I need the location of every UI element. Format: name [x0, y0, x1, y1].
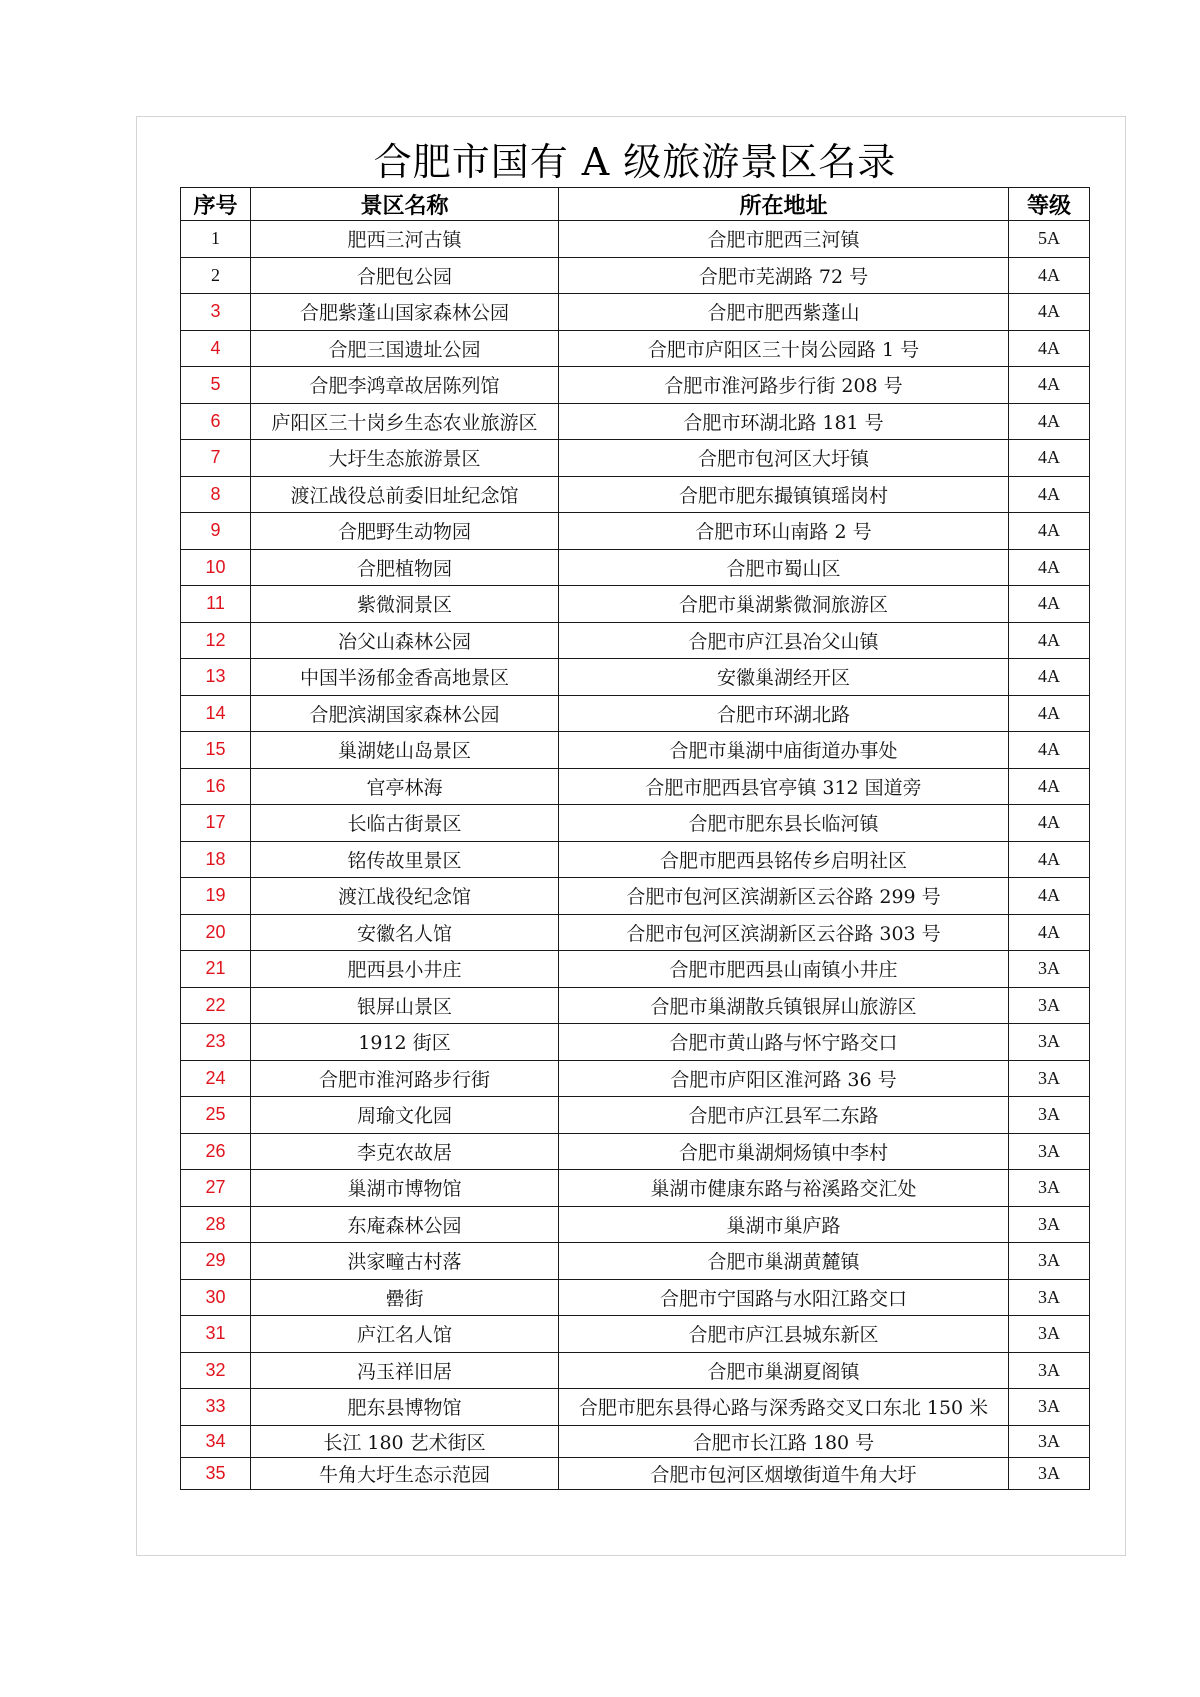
- header-address: 所在地址: [559, 188, 1009, 221]
- cell-grade: 3A: [1009, 1024, 1090, 1061]
- cell-serial-number: 19: [181, 878, 251, 915]
- table-row: [181, 586, 1090, 623]
- cell-grade: 3A: [1009, 1206, 1090, 1243]
- cell-address: 合肥市肥东撮镇镇瑶岗村: [559, 476, 1009, 513]
- table-row: [181, 1206, 1090, 1243]
- cell-address: 合肥市环山南路 2 号: [559, 513, 1009, 550]
- cell-address: 合肥市蜀山区: [559, 549, 1009, 586]
- table-row: [181, 659, 1090, 696]
- cell-address: 合肥市包河区大圩镇: [559, 440, 1009, 477]
- cell-serial-number: 17: [181, 805, 251, 842]
- cell-address: 合肥市巢湖黄麓镇: [559, 1243, 1009, 1280]
- cell-grade: 3A: [1009, 1316, 1090, 1353]
- scenic-area-table: [180, 187, 1090, 1490]
- cell-serial-number: 12: [181, 622, 251, 659]
- cell-serial-number: 3: [181, 294, 251, 331]
- table-row: [181, 878, 1090, 915]
- cell-grade: 4A: [1009, 732, 1090, 769]
- cell-grade: 4A: [1009, 622, 1090, 659]
- cell-grade: 4A: [1009, 440, 1090, 477]
- cell-serial-number: 26: [181, 1133, 251, 1170]
- cell-serial-number: 16: [181, 768, 251, 805]
- cell-serial-number: 18: [181, 841, 251, 878]
- table-row: [181, 1279, 1090, 1316]
- cell-address: 合肥市巢湖紫微洞旅游区: [559, 586, 1009, 623]
- cell-serial-number: 32: [181, 1352, 251, 1389]
- cell-grade: 3A: [1009, 1425, 1090, 1457]
- cell-scenic-name: 东庵森林公园: [251, 1206, 559, 1243]
- cell-grade: 3A: [1009, 1279, 1090, 1316]
- cell-serial-number: 31: [181, 1316, 251, 1353]
- cell-address: 合肥市包河区滨湖新区云谷路 299 号: [559, 878, 1009, 915]
- cell-scenic-name: 合肥植物园: [251, 549, 559, 586]
- cell-scenic-name: 罍街: [251, 1279, 559, 1316]
- cell-serial-number: 15: [181, 732, 251, 769]
- cell-serial-number: 33: [181, 1389, 251, 1426]
- cell-scenic-name: 合肥三国遗址公园: [251, 330, 559, 367]
- cell-grade: 4A: [1009, 257, 1090, 294]
- cell-grade: 4A: [1009, 914, 1090, 951]
- cell-address: 合肥市庐江县冶父山镇: [559, 622, 1009, 659]
- cell-serial-number: 25: [181, 1097, 251, 1134]
- cell-serial-number: 11: [181, 586, 251, 623]
- cell-grade: 4A: [1009, 549, 1090, 586]
- cell-serial-number: 22: [181, 987, 251, 1024]
- table-row: [181, 513, 1090, 550]
- cell-scenic-name: 合肥野生动物园: [251, 513, 559, 550]
- table-row: [181, 367, 1090, 404]
- cell-serial-number: 8: [181, 476, 251, 513]
- cell-grade: 4A: [1009, 294, 1090, 331]
- cell-address: 巢湖市巢庐路: [559, 1206, 1009, 1243]
- cell-address: 合肥市巢湖中庙街道办事处: [559, 732, 1009, 769]
- table-row: [181, 622, 1090, 659]
- cell-scenic-name: 合肥紫蓬山国家森林公园: [251, 294, 559, 331]
- cell-address: 巢湖市健康东路与裕溪路交汇处: [559, 1170, 1009, 1207]
- cell-serial-number: 30: [181, 1279, 251, 1316]
- cell-serial-number: 9: [181, 513, 251, 550]
- cell-scenic-name: 1912 街区: [251, 1024, 559, 1061]
- cell-grade: 3A: [1009, 1060, 1090, 1097]
- cell-scenic-name: 肥东县博物馆: [251, 1389, 559, 1426]
- cell-address: 合肥市芜湖路 72 号: [559, 257, 1009, 294]
- table-row: [181, 914, 1090, 951]
- cell-address: 合肥市环湖北路 181 号: [559, 403, 1009, 440]
- cell-address: 合肥市肥东县得心路与深秀路交叉口东北 150 米: [559, 1389, 1009, 1426]
- cell-address: 合肥市庐阳区淮河路 36 号: [559, 1060, 1009, 1097]
- cell-address: 合肥市庐阳区三十岗公园路 1 号: [559, 330, 1009, 367]
- table-row: [181, 221, 1090, 258]
- cell-serial-number: 35: [181, 1457, 251, 1489]
- cell-scenic-name: 庐阳区三十岗乡生态农业旅游区: [251, 403, 559, 440]
- cell-serial-number: 7: [181, 440, 251, 477]
- cell-scenic-name: 周瑜文化园: [251, 1097, 559, 1134]
- cell-address: 合肥市肥西三河镇: [559, 221, 1009, 258]
- cell-grade: 3A: [1009, 1352, 1090, 1389]
- cell-address: 合肥市肥西县铭传乡启明社区: [559, 841, 1009, 878]
- cell-serial-number: 24: [181, 1060, 251, 1097]
- cell-scenic-name: 中国半汤郁金香高地景区: [251, 659, 559, 696]
- cell-serial-number: 29: [181, 1243, 251, 1280]
- cell-grade: 3A: [1009, 1389, 1090, 1426]
- cell-scenic-name: 银屏山景区: [251, 987, 559, 1024]
- cell-scenic-name: 大圩生态旅游景区: [251, 440, 559, 477]
- cell-scenic-name: 长临古街景区: [251, 805, 559, 842]
- cell-address: 合肥市庐江县城东新区: [559, 1316, 1009, 1353]
- cell-serial-number: 20: [181, 914, 251, 951]
- table-row: [181, 440, 1090, 477]
- cell-serial-number: 13: [181, 659, 251, 696]
- cell-scenic-name: 官亭林海: [251, 768, 559, 805]
- cell-grade: 3A: [1009, 1457, 1090, 1489]
- cell-scenic-name: 渡江战役纪念馆: [251, 878, 559, 915]
- cell-grade: 4A: [1009, 805, 1090, 842]
- cell-serial-number: 27: [181, 1170, 251, 1207]
- cell-serial-number: 21: [181, 951, 251, 988]
- table-row: [181, 1389, 1090, 1426]
- table-row: [181, 330, 1090, 367]
- cell-grade: 4A: [1009, 367, 1090, 404]
- cell-serial-number: 1: [181, 221, 251, 258]
- cell-serial-number: 4: [181, 330, 251, 367]
- table-row: [181, 805, 1090, 842]
- cell-address: 合肥市肥西县山南镇小井庄: [559, 951, 1009, 988]
- cell-scenic-name: 安徽名人馆: [251, 914, 559, 951]
- table-row: [181, 1352, 1090, 1389]
- cell-grade: 4A: [1009, 586, 1090, 623]
- table-row: [181, 1170, 1090, 1207]
- cell-scenic-name: 铭传故里景区: [251, 841, 559, 878]
- cell-scenic-name: 渡江战役总前委旧址纪念馆: [251, 476, 559, 513]
- cell-serial-number: 28: [181, 1206, 251, 1243]
- table-body: [181, 221, 1090, 1490]
- cell-address: 合肥市肥西县官亭镇 312 国道旁: [559, 768, 1009, 805]
- cell-address: 合肥市淮河路步行街 208 号: [559, 367, 1009, 404]
- cell-address: 合肥市巢湖烔炀镇中李村: [559, 1133, 1009, 1170]
- cell-scenic-name: 冯玉祥旧居: [251, 1352, 559, 1389]
- header-scenic-name: 景区名称: [251, 188, 559, 221]
- cell-serial-number: 6: [181, 403, 251, 440]
- table-row: [181, 1060, 1090, 1097]
- cell-address: 合肥市黄山路与怀宁路交口: [559, 1024, 1009, 1061]
- cell-grade: 4A: [1009, 330, 1090, 367]
- cell-scenic-name: 庐江名人馆: [251, 1316, 559, 1353]
- table-row: [181, 1316, 1090, 1353]
- table-row: [181, 951, 1090, 988]
- cell-grade: 4A: [1009, 476, 1090, 513]
- cell-grade: 3A: [1009, 951, 1090, 988]
- cell-grade: 4A: [1009, 659, 1090, 696]
- cell-scenic-name: 冶父山森林公园: [251, 622, 559, 659]
- cell-scenic-name: 合肥市淮河路步行街: [251, 1060, 559, 1097]
- cell-scenic-name: 长江 180 艺术街区: [251, 1425, 559, 1457]
- table-row: [181, 841, 1090, 878]
- cell-address: 合肥市宁国路与水阳江路交口: [559, 1279, 1009, 1316]
- cell-serial-number: 5: [181, 367, 251, 404]
- cell-grade: 3A: [1009, 1133, 1090, 1170]
- cell-grade: 4A: [1009, 768, 1090, 805]
- cell-grade: 4A: [1009, 513, 1090, 550]
- cell-address: 合肥市长江路 180 号: [559, 1425, 1009, 1457]
- table-row: [181, 1097, 1090, 1134]
- cell-scenic-name: 洪家疃古村落: [251, 1243, 559, 1280]
- cell-grade: 4A: [1009, 878, 1090, 915]
- cell-address: 安徽巢湖经开区: [559, 659, 1009, 696]
- cell-scenic-name: 巢湖姥山岛景区: [251, 732, 559, 769]
- cell-serial-number: 10: [181, 549, 251, 586]
- cell-address: 合肥市巢湖散兵镇银屏山旅游区: [559, 987, 1009, 1024]
- cell-serial-number: 14: [181, 695, 251, 732]
- cell-address: 合肥市庐江县军二东路: [559, 1097, 1009, 1134]
- cell-grade: 4A: [1009, 695, 1090, 732]
- cell-grade: 3A: [1009, 987, 1090, 1024]
- cell-address: 合肥市环湖北路: [559, 695, 1009, 732]
- cell-grade: 3A: [1009, 1097, 1090, 1134]
- table-row: [181, 1243, 1090, 1280]
- document-title: 合肥市国有 A 级旅游景区名录: [373, 140, 897, 184]
- table-row: [181, 1133, 1090, 1170]
- table-row: [181, 549, 1090, 586]
- cell-grade: 3A: [1009, 1170, 1090, 1207]
- cell-address: 合肥市肥西紫蓬山: [559, 294, 1009, 331]
- cell-scenic-name: 肥西三河古镇: [251, 221, 559, 258]
- cell-serial-number: 2: [181, 257, 251, 294]
- table-row: [181, 403, 1090, 440]
- table-row: [181, 1425, 1090, 1457]
- header-serial-number: 序号: [181, 188, 251, 221]
- table-header-row: [181, 188, 1090, 221]
- table-row: [181, 476, 1090, 513]
- cell-scenic-name: 紫微洞景区: [251, 586, 559, 623]
- cell-address: 合肥市包河区滨湖新区云谷路 303 号: [559, 914, 1009, 951]
- table-row: [181, 768, 1090, 805]
- cell-scenic-name: 肥西县小井庄: [251, 951, 559, 988]
- cell-serial-number: 34: [181, 1425, 251, 1457]
- cell-address: 合肥市肥东县长临河镇: [559, 805, 1009, 842]
- table-row: [181, 294, 1090, 331]
- cell-address: 合肥市包河区烟墩街道牛角大圩: [559, 1457, 1009, 1489]
- table-row: [181, 987, 1090, 1024]
- cell-scenic-name: 牛角大圩生态示范园: [251, 1457, 559, 1489]
- cell-grade: 4A: [1009, 403, 1090, 440]
- cell-grade: 5A: [1009, 221, 1090, 258]
- cell-scenic-name: 合肥包公园: [251, 257, 559, 294]
- cell-scenic-name: 李克农故居: [251, 1133, 559, 1170]
- cell-grade: 4A: [1009, 841, 1090, 878]
- cell-scenic-name: 合肥李鸿章故居陈列馆: [251, 367, 559, 404]
- table-row: [181, 695, 1090, 732]
- header-grade: 等级: [1009, 188, 1090, 221]
- cell-scenic-name: 合肥滨湖国家森林公园: [251, 695, 559, 732]
- cell-scenic-name: 巢湖市博物馆: [251, 1170, 559, 1207]
- table-row: [181, 1457, 1090, 1489]
- cell-grade: 3A: [1009, 1243, 1090, 1280]
- table-row: [181, 1024, 1090, 1061]
- cell-serial-number: 23: [181, 1024, 251, 1061]
- table-row: [181, 257, 1090, 294]
- table-row: [181, 732, 1090, 769]
- cell-address: 合肥市巢湖夏阁镇: [559, 1352, 1009, 1389]
